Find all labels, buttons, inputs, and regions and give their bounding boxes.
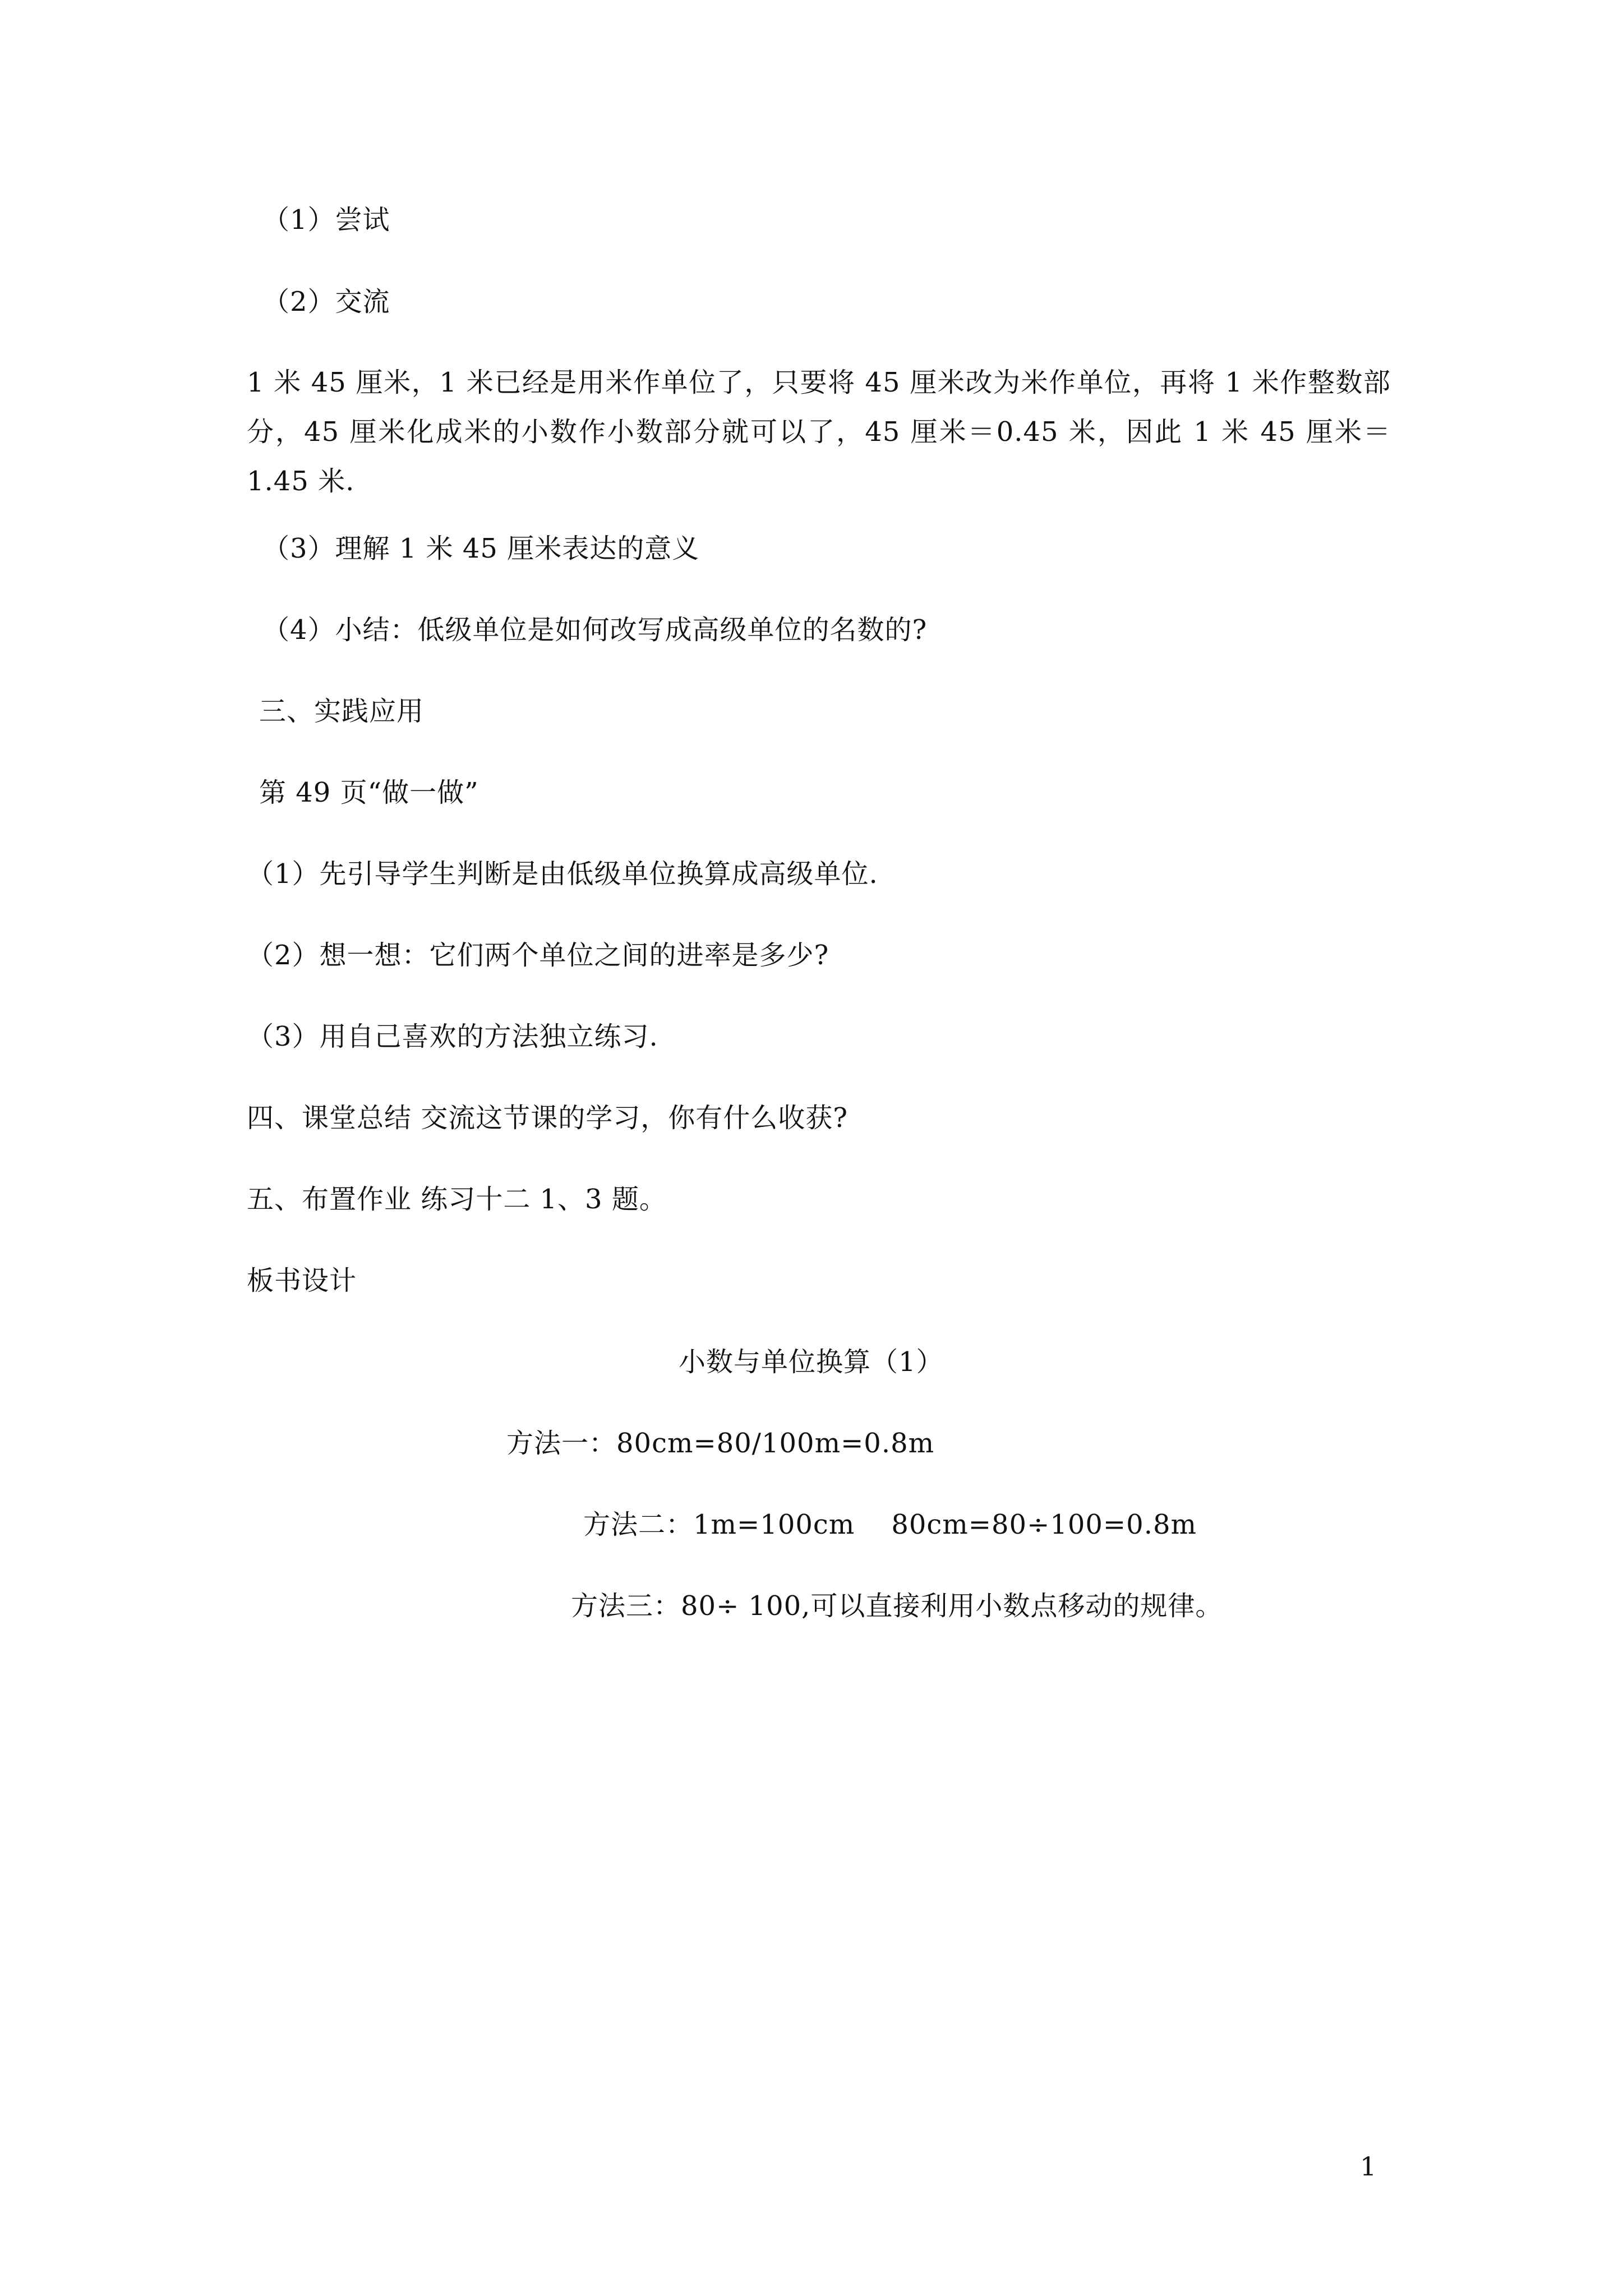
method-one: 方法一：80cm=80/100m=0.8m [506,1428,935,1459]
practice-step-independent: （3）用自己喜欢的方法独立练习. [247,1021,658,1052]
section-practice-heading: 三、实践应用 [259,696,425,727]
board-design-heading: 板书设计 [247,1265,357,1296]
explanation-paragraph: 1 米 45 厘米，1 米已经是用米作单位了，只要将 45 厘米改为米作单位，再将 1 米作整数部分，45 厘米化成米的小数作小数部分就可以了，45 厘米＝0.45 米，因此 1 米 45 厘米＝1.45 米. [247,367,1391,497]
page-reference: 第 49 页“做一做” [259,777,479,808]
page-number: 1 [1360,2151,1377,2182]
step-try: （1）尝试 [262,204,390,236]
board-title: 小数与单位换算（1） [679,1346,944,1378]
step-understand: （3）理解 1 米 45 厘米表达的意义 [262,533,700,564]
practice-step-guide: （1）先引导学生判断是由低级单位换算成高级单位. [247,858,878,890]
section-summary-heading: 四、课堂总结 交流这节课的学习，你有什么收获? [247,1102,848,1134]
step-exchange: （2）交流 [262,286,390,318]
method-three: 方法三：80÷ 100,可以直接利用小数点移动的规律。 [571,1590,1223,1622]
step-summary: （4）小结：低级单位是如何改写成高级单位的名数的? [262,614,928,646]
method-two: 方法二：1m=100cm 80cm=80÷100=0.8m [583,1509,1197,1540]
section-homework-heading: 五、布置作业 练习十二 1、3 题。 [247,1184,667,1215]
practice-step-think: （2）想一想：它们两个单位之间的进率是多少? [247,940,829,971]
